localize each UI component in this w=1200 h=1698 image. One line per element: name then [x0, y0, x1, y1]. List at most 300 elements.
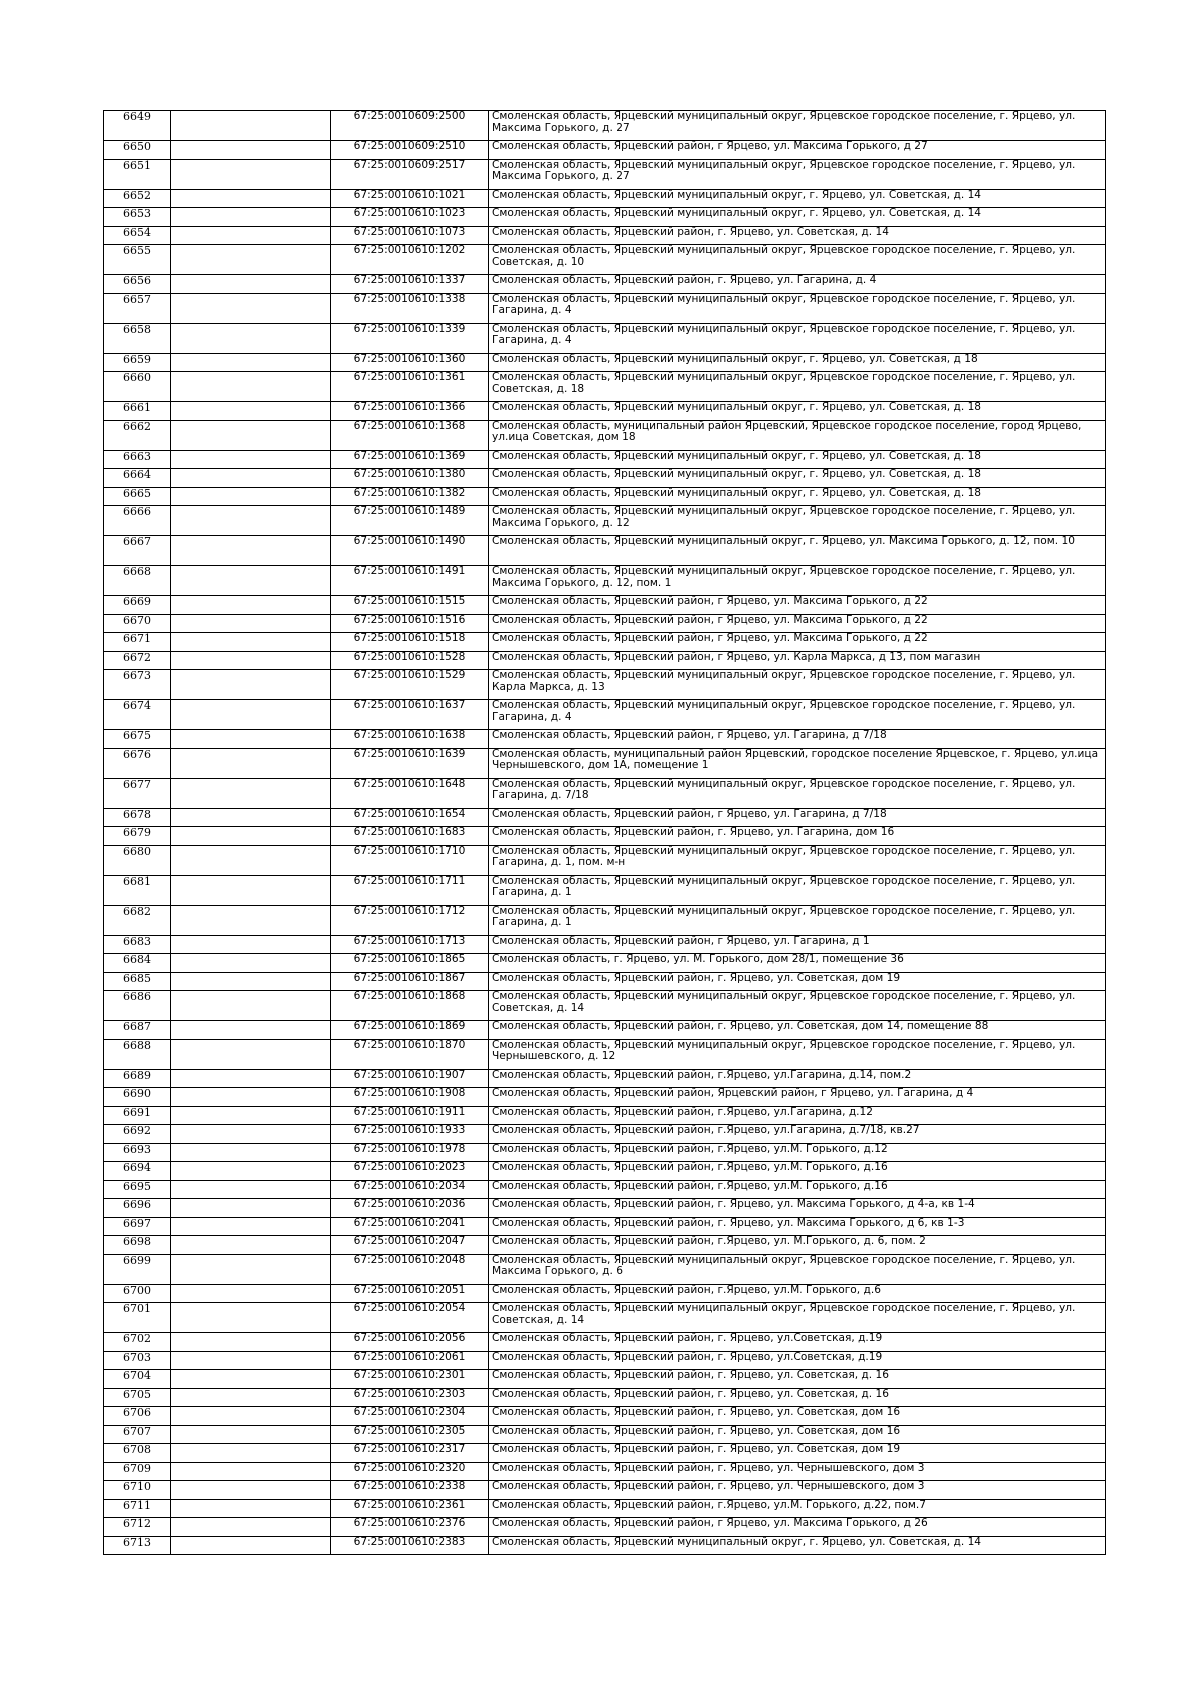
- address-cell: Смоленская область, Ярцевский муниципальный округ, г. Ярцево, ул. Максима Горького, д. 12, пом. 10: [489, 536, 1106, 566]
- address-cell: Смоленская область, Ярцевский муниципальный округ, Ярцевское городское поселение, г. Ярцево, ул. Максима Горького, д. 12: [489, 506, 1106, 536]
- row-number-cell: 6660: [104, 372, 171, 402]
- cadastral-number-cell: 67:25:0010610:1639: [331, 748, 489, 778]
- row-number-cell: 6680: [104, 845, 171, 875]
- empty-cell: [171, 1162, 331, 1181]
- row-number-cell: 6688: [104, 1039, 171, 1069]
- empty-cell: [171, 1217, 331, 1236]
- row-number-cell: 6695: [104, 1180, 171, 1199]
- address-cell: Смоленская область, Ярцевский район, г Ярцево, ул. Максима Горького, д 22: [489, 596, 1106, 615]
- cadastral-number-cell: 67:25:0010610:1654: [331, 808, 489, 827]
- table-row: [104, 778, 1106, 808]
- row-number-cell: 6707: [104, 1425, 171, 1444]
- address-cell: Смоленская область, Ярцевский район, г. Ярцево, ул. Гагарина, дом 16: [489, 827, 1106, 846]
- row-number-cell: 6698: [104, 1236, 171, 1255]
- address-cell: Смоленская область, Ярцевский район, г Ярцево, ул. Гагарина, д 7/18: [489, 730, 1106, 749]
- empty-cell: [171, 875, 331, 905]
- row-number-cell: 6652: [104, 189, 171, 208]
- table-row: [104, 1088, 1106, 1107]
- row-number-cell: 6676: [104, 748, 171, 778]
- address-cell: Смоленская область, Ярцевский муниципальный округ, г. Ярцево, ул. Советская, д. 18: [489, 469, 1106, 488]
- row-number-cell: 6649: [104, 111, 171, 141]
- address-cell: Смоленская область, Ярцевский район, г Ярцево, ул. Карла Маркса, д 13, пом магазин: [489, 651, 1106, 670]
- cadastral-number-cell: 67:25:0010610:2034: [331, 1180, 489, 1199]
- table-row: [104, 954, 1106, 973]
- address-cell: Смоленская область, Ярцевский район, Ярцевский район, г Ярцево, ул. Гагарина, д 4: [489, 1088, 1106, 1107]
- table-row: [104, 372, 1106, 402]
- cadastral-number-cell: 67:25:0010610:1933: [331, 1125, 489, 1144]
- table-row: [104, 700, 1106, 730]
- row-number-cell: 6701: [104, 1303, 171, 1333]
- cadastral-number-cell: 67:25:0010610:1713: [331, 935, 489, 954]
- table-row: [104, 1125, 1106, 1144]
- table-row: [104, 1236, 1106, 1255]
- cadastral-number-cell: 67:25:0010610:1360: [331, 353, 489, 372]
- address-cell: Смоленская область, Ярцевский муниципальный округ, г. Ярцево, ул. Советская, д. 14: [489, 1536, 1106, 1555]
- cadastral-number-cell: 67:25:0010610:2320: [331, 1462, 489, 1481]
- empty-cell: [171, 1106, 331, 1125]
- address-cell: Смоленская область, Ярцевский район, г. Ярцево, ул. Гагарина, д. 4: [489, 275, 1106, 294]
- row-number-cell: 6669: [104, 596, 171, 615]
- table-row: [104, 323, 1106, 353]
- cadastral-number-cell: 67:25:0010610:1021: [331, 189, 489, 208]
- empty-cell: [171, 1236, 331, 1255]
- cadastral-number-cell: 67:25:0010610:1978: [331, 1143, 489, 1162]
- cadastral-number-cell: 67:25:0010610:2304: [331, 1407, 489, 1426]
- table-row: [104, 487, 1106, 506]
- empty-cell: [171, 208, 331, 227]
- cadastral-number-cell: 67:25:0010610:1638: [331, 730, 489, 749]
- address-cell: Смоленская область, Ярцевский муниципальный округ, Ярцевское городское поселение, г. Ярцево, ул. Максима Горького, д. 12, пом. 1: [489, 566, 1106, 596]
- table-row: [104, 1499, 1106, 1518]
- row-number-cell: 6687: [104, 1021, 171, 1040]
- cadastral-number-cell: 67:25:0010610:1366: [331, 402, 489, 421]
- table-row: [104, 1217, 1106, 1236]
- address-cell: Смоленская область, г. Ярцево, ул. М. Горького, дом 28/1, помещение 36: [489, 954, 1106, 973]
- table-row: [104, 1351, 1106, 1370]
- cadastral-number-cell: 67:25:0010610:1865: [331, 954, 489, 973]
- table-row: [104, 1407, 1106, 1426]
- cadastral-number-cell: 67:25:0010610:2054: [331, 1303, 489, 1333]
- address-cell: Смоленская область, Ярцевский район, г.Ярцево, ул.Гагарина, д.12: [489, 1106, 1106, 1125]
- table-row: [104, 596, 1106, 615]
- cadastral-number-cell: 67:25:0010610:2036: [331, 1199, 489, 1218]
- cadastral-number-cell: 67:25:0010610:1489: [331, 506, 489, 536]
- table-row: [104, 991, 1106, 1021]
- empty-cell: [171, 275, 331, 294]
- row-number-cell: 6678: [104, 808, 171, 827]
- cadastral-number-cell: 67:25:0010610:2048: [331, 1254, 489, 1284]
- empty-cell: [171, 1425, 331, 1444]
- address-cell: Смоленская область, Ярцевский район, г. Ярцево, ул. Чернышевского, дом 3: [489, 1481, 1106, 1500]
- cadastral-number-cell: 67:25:0010610:2338: [331, 1481, 489, 1500]
- empty-cell: [171, 845, 331, 875]
- row-number-cell: 6689: [104, 1069, 171, 1088]
- empty-cell: [171, 700, 331, 730]
- address-cell: Смоленская область, Ярцевский муниципальный округ, г. Ярцево, ул. Советская, д. 18: [489, 487, 1106, 506]
- empty-cell: [171, 566, 331, 596]
- table-row: [104, 1444, 1106, 1463]
- empty-cell: [171, 1088, 331, 1107]
- empty-cell: [171, 954, 331, 973]
- empty-cell: [171, 1069, 331, 1088]
- cadastral-number-cell: 67:25:0010610:1490: [331, 536, 489, 566]
- empty-cell: [171, 1284, 331, 1303]
- address-cell: Смоленская область, Ярцевский район, г.Ярцево, ул.Гагарина, д.14, пом.2: [489, 1069, 1106, 1088]
- table-row: [104, 1069, 1106, 1088]
- cadastral-number-cell: 67:25:0010610:1369: [331, 450, 489, 469]
- row-number-cell: 6704: [104, 1370, 171, 1389]
- row-number-cell: 6697: [104, 1217, 171, 1236]
- cadastral-number-cell: 67:25:0010610:2023: [331, 1162, 489, 1181]
- address-cell: Смоленская область, Ярцевский муниципальный округ, Ярцевское городское поселение, г. Ярцево, ул. Советская, д. 10: [489, 245, 1106, 275]
- row-number-cell: 6673: [104, 670, 171, 700]
- row-number-cell: 6672: [104, 651, 171, 670]
- address-cell: Смоленская область, Ярцевский район, г. Ярцево, ул. Советская, д. 16: [489, 1388, 1106, 1407]
- row-number-cell: 6659: [104, 353, 171, 372]
- address-cell: Смоленская область, муниципальный район Ярцевский, городское поселение Ярцевское, г. Ярцево, ул.ица Чернышевского, дом 1А, помещение 1: [489, 748, 1106, 778]
- table-row: [104, 748, 1106, 778]
- cadastral-number-cell: 67:25:0010610:1339: [331, 323, 489, 353]
- table-row: [104, 1536, 1106, 1555]
- table-row: [104, 1388, 1106, 1407]
- table-row: [104, 450, 1106, 469]
- row-number-cell: 6699: [104, 1254, 171, 1284]
- table-row: [104, 827, 1106, 846]
- table-row: [104, 905, 1106, 935]
- address-cell: Смоленская область, Ярцевский муниципальный округ, г. Ярцево, ул. Советская, д 18: [489, 353, 1106, 372]
- address-cell: Смоленская область, Ярцевский район, г.Ярцево, ул.Гагарина, д.7/18, кв.27: [489, 1125, 1106, 1144]
- table-row: [104, 208, 1106, 227]
- empty-cell: [171, 159, 331, 189]
- cadastral-number-cell: 67:25:0010610:1528: [331, 651, 489, 670]
- address-cell: Смоленская область, Ярцевский район, г. Ярцево, ул. Чернышевского, дом 3: [489, 1462, 1106, 1481]
- row-number-cell: 6705: [104, 1388, 171, 1407]
- cadastral-number-cell: 67:25:0010610:1710: [331, 845, 489, 875]
- row-number-cell: 6677: [104, 778, 171, 808]
- address-cell: Смоленская область, муниципальный район Ярцевский, Ярцевское городское поселение, город Ярцево, ул.ица Советская, дом 18: [489, 420, 1106, 450]
- address-cell: Смоленская область, Ярцевский муниципальный округ, Ярцевское городское поселение, г. Ярцево, ул. Гагарина, д. 1: [489, 875, 1106, 905]
- cadastral-number-cell: 67:25:0010610:1338: [331, 293, 489, 323]
- empty-cell: [171, 905, 331, 935]
- table-body: [104, 111, 1106, 1555]
- row-number-cell: 6691: [104, 1106, 171, 1125]
- empty-cell: [171, 420, 331, 450]
- empty-cell: [171, 1180, 331, 1199]
- row-number-cell: 6684: [104, 954, 171, 973]
- row-number-cell: 6682: [104, 905, 171, 935]
- empty-cell: [171, 323, 331, 353]
- table-row: [104, 1462, 1106, 1481]
- table-row: [104, 566, 1106, 596]
- address-cell: Смоленская область, Ярцевский район, г. Ярцево, ул. Советская, дом 19: [489, 1444, 1106, 1463]
- address-cell: Смоленская область, Ярцевский район, г Ярцево, ул. Гагарина, д 7/18: [489, 808, 1106, 827]
- cadastral-number-cell: 67:25:0010610:1683: [331, 827, 489, 846]
- empty-cell: [171, 633, 331, 652]
- cadastral-number-cell: 67:25:0010609:2500: [331, 111, 489, 141]
- address-cell: Смоленская область, Ярцевский район, г. Ярцево, ул.Советская, д.19: [489, 1351, 1106, 1370]
- table-row: [104, 1106, 1106, 1125]
- table-row: [104, 875, 1106, 905]
- cadastral-number-cell: 67:25:0010610:1868: [331, 991, 489, 1021]
- cadastral-number-cell: 67:25:0010610:1869: [331, 1021, 489, 1040]
- address-cell: Смоленская область, Ярцевский муниципальный округ, Ярцевское городское поселение, г. Ярцево, ул. Советская, д. 14: [489, 991, 1106, 1021]
- row-number-cell: 6710: [104, 1481, 171, 1500]
- cadastral-number-cell: 67:25:0010610:1911: [331, 1106, 489, 1125]
- empty-cell: [171, 402, 331, 421]
- cadastral-number-cell: 67:25:0010610:2051: [331, 1284, 489, 1303]
- table-row: [104, 536, 1106, 566]
- row-number-cell: 6690: [104, 1088, 171, 1107]
- empty-cell: [171, 226, 331, 245]
- table-row: [104, 670, 1106, 700]
- address-cell: Смоленская область, Ярцевский район, г.Ярцево, ул.М. Горького, д.16: [489, 1162, 1106, 1181]
- table-row: [104, 808, 1106, 827]
- cadastral-number-cell: 67:25:0010610:2383: [331, 1536, 489, 1555]
- address-cell: Смоленская область, Ярцевский район, г.Ярцево, ул.М. Горького, д.6: [489, 1284, 1106, 1303]
- empty-cell: [171, 1388, 331, 1407]
- address-cell: Смоленская область, Ярцевский муниципальный округ, Ярцевское городское поселение, г. Ярцево, ул. Гагарина, д. 4: [489, 293, 1106, 323]
- cadastral-number-cell: 67:25:0010610:1518: [331, 633, 489, 652]
- row-number-cell: 6694: [104, 1162, 171, 1181]
- row-number-cell: 6692: [104, 1125, 171, 1144]
- address-cell: Смоленская область, Ярцевский район, г. Ярцево, ул. Советская, дом 14, помещение 88: [489, 1021, 1106, 1040]
- address-cell: Смоленская область, Ярцевский муниципальный округ, Ярцевское городское поселение, г. Ярцево, ул. Советская, д. 14: [489, 1303, 1106, 1333]
- empty-cell: [171, 189, 331, 208]
- table-row: [104, 469, 1106, 488]
- empty-cell: [171, 827, 331, 846]
- empty-cell: [171, 748, 331, 778]
- row-number-cell: 6686: [104, 991, 171, 1021]
- cadastral-number-cell: 67:25:0010610:1491: [331, 566, 489, 596]
- row-number-cell: 6670: [104, 614, 171, 633]
- empty-cell: [171, 1125, 331, 1144]
- row-number-cell: 6665: [104, 487, 171, 506]
- row-number-cell: 6658: [104, 323, 171, 353]
- address-cell: Смоленская область, Ярцевский район, г Ярцево, ул. Гагарина, д 1: [489, 935, 1106, 954]
- row-number-cell: 6671: [104, 633, 171, 652]
- empty-cell: [171, 778, 331, 808]
- cadastral-number-cell: 67:25:0010609:2510: [331, 141, 489, 160]
- table-row: [104, 245, 1106, 275]
- empty-cell: [171, 293, 331, 323]
- row-number-cell: 6664: [104, 469, 171, 488]
- table-row: [104, 1518, 1106, 1537]
- empty-cell: [171, 651, 331, 670]
- empty-cell: [171, 1499, 331, 1518]
- empty-cell: [171, 1303, 331, 1333]
- table-row: [104, 353, 1106, 372]
- row-number-cell: 6711: [104, 1499, 171, 1518]
- cadastral-number-cell: 67:25:0010610:1361: [331, 372, 489, 402]
- table-row: [104, 506, 1106, 536]
- address-cell: Смоленская область, Ярцевский район, г.Ярцево, ул.М. Горького, д.22, пом.7: [489, 1499, 1106, 1518]
- empty-cell: [171, 450, 331, 469]
- empty-cell: [171, 596, 331, 615]
- cadastral-number-cell: 67:25:0010610:2061: [331, 1351, 489, 1370]
- cadastral-number-cell: 67:25:0010610:2047: [331, 1236, 489, 1255]
- cadastral-number-cell: 67:25:0010610:2301: [331, 1370, 489, 1389]
- table-row: [104, 1481, 1106, 1500]
- empty-cell: [171, 1021, 331, 1040]
- address-cell: Смоленская область, Ярцевский муниципальный округ, Ярцевское городское поселение, г. Ярцево, ул. Гагарина, д. 4: [489, 323, 1106, 353]
- address-cell: Смоленская область, Ярцевский муниципальный округ, Ярцевское городское поселение, г. Ярцево, ул. Гагарина, д. 4: [489, 700, 1106, 730]
- address-cell: Смоленская область, Ярцевский район, г.Ярцево, ул.М. Горького, д.16: [489, 1180, 1106, 1199]
- table-row: [104, 159, 1106, 189]
- table-row: [104, 1021, 1106, 1040]
- empty-cell: [171, 469, 331, 488]
- row-number-cell: 6655: [104, 245, 171, 275]
- empty-cell: [171, 1462, 331, 1481]
- row-number-cell: 6706: [104, 1407, 171, 1426]
- address-cell: Смоленская область, Ярцевский район, г. Ярцево, ул. Советская, дом 19: [489, 972, 1106, 991]
- empty-cell: [171, 1370, 331, 1389]
- empty-cell: [171, 670, 331, 700]
- table-row: [104, 189, 1106, 208]
- empty-cell: [171, 372, 331, 402]
- address-cell: Смоленская область, Ярцевский район, г Ярцево, ул. Максима Горького, д 22: [489, 614, 1106, 633]
- empty-cell: [171, 991, 331, 1021]
- cadastral-number-cell: 67:25:0010610:2376: [331, 1518, 489, 1537]
- address-cell: Смоленская область, Ярцевский район, г. Ярцево, ул. Советская, дом 16: [489, 1407, 1106, 1426]
- row-number-cell: 6651: [104, 159, 171, 189]
- address-cell: Смоленская область, Ярцевский район, г. Ярцево, ул. Максима Горького, д 6, кв 1-3: [489, 1217, 1106, 1236]
- address-cell: Смоленская область, Ярцевский муниципальный округ, г. Ярцево, ул. Советская, д. 18: [489, 402, 1106, 421]
- table-row: [104, 1143, 1106, 1162]
- row-number-cell: 6696: [104, 1199, 171, 1218]
- empty-cell: [171, 1351, 331, 1370]
- empty-cell: [171, 245, 331, 275]
- cadastral-number-cell: 67:25:0010610:1908: [331, 1088, 489, 1107]
- row-number-cell: 6668: [104, 566, 171, 596]
- row-number-cell: 6712: [104, 1518, 171, 1537]
- table-row: [104, 275, 1106, 294]
- row-number-cell: 6650: [104, 141, 171, 160]
- table-row: [104, 1333, 1106, 1352]
- empty-cell: [171, 935, 331, 954]
- cadastral-number-cell: 67:25:0010610:2317: [331, 1444, 489, 1463]
- row-number-cell: 6667: [104, 536, 171, 566]
- empty-cell: [171, 1143, 331, 1162]
- row-number-cell: 6693: [104, 1143, 171, 1162]
- cadastral-number-cell: 67:25:0010610:1870: [331, 1039, 489, 1069]
- table-row: [104, 1425, 1106, 1444]
- table-row: [104, 845, 1106, 875]
- table-row: [104, 1180, 1106, 1199]
- empty-cell: [171, 1444, 331, 1463]
- empty-cell: [171, 1518, 331, 1537]
- address-cell: Смоленская область, Ярцевский муниципальный округ, Ярцевское городское поселение, г. Ярцево, ул. Советская, д. 18: [489, 372, 1106, 402]
- row-number-cell: 6709: [104, 1462, 171, 1481]
- cadastral-number-cell: 67:25:0010610:2041: [331, 1217, 489, 1236]
- address-cell: Смоленская область, Ярцевский район, г.Ярцево, ул.М. Горького, д.12: [489, 1143, 1106, 1162]
- table-row: [104, 972, 1106, 991]
- row-number-cell: 6656: [104, 275, 171, 294]
- address-cell: Смоленская область, Ярцевский район, г Ярцево, ул. Максима Горького, д 22: [489, 633, 1106, 652]
- row-number-cell: 6657: [104, 293, 171, 323]
- address-cell: Смоленская область, Ярцевский муниципальный округ, Ярцевское городское поселение, г. Ярцево, ул. Карла Маркса, д. 13: [489, 670, 1106, 700]
- table-row: [104, 111, 1106, 141]
- empty-cell: [171, 353, 331, 372]
- empty-cell: [171, 141, 331, 160]
- row-number-cell: 6654: [104, 226, 171, 245]
- row-number-cell: 6661: [104, 402, 171, 421]
- row-number-cell: 6683: [104, 935, 171, 954]
- cadastral-number-cell: 67:25:0010610:1382: [331, 487, 489, 506]
- address-cell: Смоленская область, Ярцевский район, г. Ярцево, ул.Советская, д.19: [489, 1333, 1106, 1352]
- table-row: [104, 1039, 1106, 1069]
- cadastral-number-cell: 67:25:0010610:2361: [331, 1499, 489, 1518]
- table-row: [104, 402, 1106, 421]
- table-row: [104, 1162, 1106, 1181]
- address-cell: Смоленская область, Ярцевский район, г. Ярцево, ул. Советская, дом 16: [489, 1425, 1106, 1444]
- cadastral-number-cell: 67:25:0010610:1023: [331, 208, 489, 227]
- cadastral-number-cell: 67:25:0010610:1516: [331, 614, 489, 633]
- cadastral-number-cell: 67:25:0010610:2305: [331, 1425, 489, 1444]
- address-cell: Смоленская область, Ярцевский район, г. Ярцево, ул. Советская, д. 16: [489, 1370, 1106, 1389]
- table-row: [104, 141, 1106, 160]
- property-register-table: [103, 110, 1106, 1555]
- cadastral-number-cell: 67:25:0010610:1380: [331, 469, 489, 488]
- empty-cell: [171, 487, 331, 506]
- address-cell: Смоленская область, Ярцевский муниципальный округ, Ярцевское городское поселение, г. Ярцево, ул. Гагарина, д. 1: [489, 905, 1106, 935]
- row-number-cell: 6663: [104, 450, 171, 469]
- address-cell: Смоленская область, Ярцевский муниципальный округ, Ярцевское городское поселение, г. Ярцево, ул. Гагарина, д. 1, пом. м-н: [489, 845, 1106, 875]
- table-row: [104, 420, 1106, 450]
- address-cell: Смоленская область, Ярцевский муниципальный округ, Ярцевское городское поселение, г. Ярцево, ул. Максима Горького, д. 6: [489, 1254, 1106, 1284]
- empty-cell: [171, 808, 331, 827]
- empty-cell: [171, 1481, 331, 1500]
- table-row: [104, 1284, 1106, 1303]
- empty-cell: [171, 1333, 331, 1352]
- cadastral-number-cell: 67:25:0010610:1337: [331, 275, 489, 294]
- address-cell: Смоленская область, Ярцевский муниципальный округ, Ярцевское городское поселение, г. Ярцево, ул. Максима Горького, д. 27: [489, 159, 1106, 189]
- empty-cell: [171, 730, 331, 749]
- address-cell: Смоленская область, Ярцевский муниципальный округ, г. Ярцево, ул. Советская, д. 14: [489, 208, 1106, 227]
- cadastral-number-cell: 67:25:0010610:1529: [331, 670, 489, 700]
- address-cell: Смоленская область, Ярцевский район, г Ярцево, ул. Максима Горького, д 27: [489, 141, 1106, 160]
- cadastral-number-cell: 67:25:0010610:1515: [331, 596, 489, 615]
- empty-cell: [171, 972, 331, 991]
- cadastral-number-cell: 67:25:0010610:1711: [331, 875, 489, 905]
- cadastral-number-cell: 67:25:0010609:2517: [331, 159, 489, 189]
- table-row: [104, 1303, 1106, 1333]
- cadastral-number-cell: 67:25:0010610:1368: [331, 420, 489, 450]
- address-cell: Смоленская область, Ярцевский район, г.Ярцево, ул. М.Горького, д. 6, пом. 2: [489, 1236, 1106, 1255]
- cadastral-number-cell: 67:25:0010610:1867: [331, 972, 489, 991]
- empty-cell: [171, 506, 331, 536]
- empty-cell: [171, 1254, 331, 1284]
- cadastral-number-cell: 67:25:0010610:1907: [331, 1069, 489, 1088]
- cadastral-number-cell: 67:25:0010610:1637: [331, 700, 489, 730]
- row-number-cell: 6685: [104, 972, 171, 991]
- empty-cell: [171, 1536, 331, 1555]
- address-cell: Смоленская область, Ярцевский муниципальный округ, г. Ярцево, ул. Советская, д. 18: [489, 450, 1106, 469]
- table-row: [104, 614, 1106, 633]
- address-cell: Смоленская область, Ярцевский район, г. Ярцево, ул. Советская, д. 14: [489, 226, 1106, 245]
- row-number-cell: 6700: [104, 1284, 171, 1303]
- empty-cell: [171, 1407, 331, 1426]
- row-number-cell: 6703: [104, 1351, 171, 1370]
- table-row: [104, 226, 1106, 245]
- cadastral-number-cell: 67:25:0010610:1202: [331, 245, 489, 275]
- row-number-cell: 6681: [104, 875, 171, 905]
- empty-cell: [171, 1039, 331, 1069]
- cadastral-number-cell: 67:25:0010610:1712: [331, 905, 489, 935]
- table-row: [104, 633, 1106, 652]
- row-number-cell: 6713: [104, 1536, 171, 1555]
- table-row: [104, 1199, 1106, 1218]
- empty-cell: [171, 614, 331, 633]
